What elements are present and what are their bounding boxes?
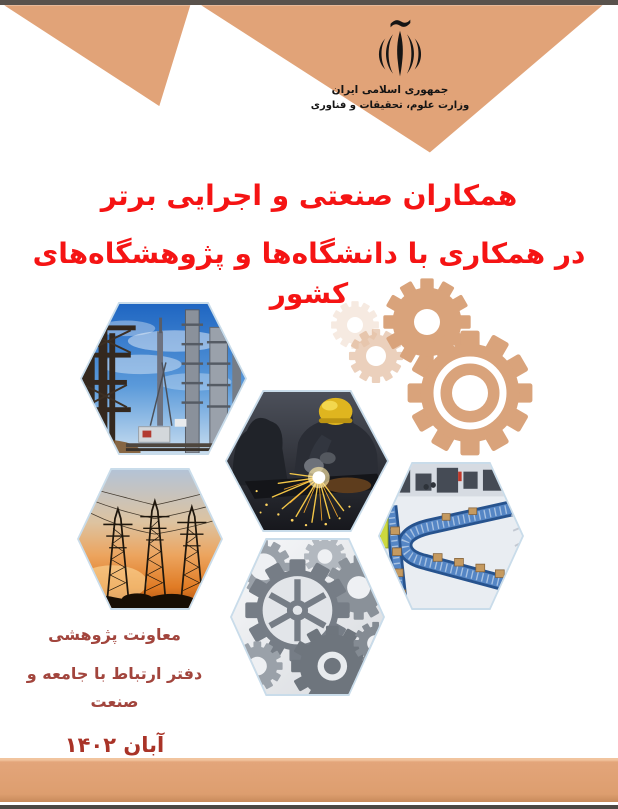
oil-refinery-photo [82,304,245,453]
warehouse-conveyor-photo [380,464,522,608]
metal-gears-photo [232,540,383,694]
hexagon-oil-refinery [80,302,247,455]
government-line: جمهوری اسلامی ایران [331,84,449,96]
title-line2: در همکاری با دانشگاه‌ها و پژوهشگاه‌های کشور [32,237,586,310]
title-line1: همکاران صنعتی و اجرایی برتر [100,179,518,212]
footer-text-block [12,622,217,760]
hexagon-warehouse-conveyor [378,462,524,610]
footer-bar [0,758,618,802]
power-transmission-lines-photo [79,470,221,608]
warehouse-equipment [387,468,509,493]
ministry-line: وزارت علوم، تحقیقات و فناوری [310,100,470,111]
publication-date: آبان ۱۴۰۲ [64,733,165,757]
welder-sparks-photo [227,392,387,530]
hexagon-metal-gears [230,538,385,696]
ministry-text-block [295,83,485,113]
department-line: معاونت پژوهشی [48,625,181,644]
bottom-border-line [0,805,618,809]
iran-national-emblem-icon [357,15,443,81]
hexagon-power-lines [77,468,223,610]
banner-left-ribbon [0,4,192,108]
top-bar [0,0,618,5]
office-line: دفتر ارتباط با جامعه و صنعت [26,664,203,711]
